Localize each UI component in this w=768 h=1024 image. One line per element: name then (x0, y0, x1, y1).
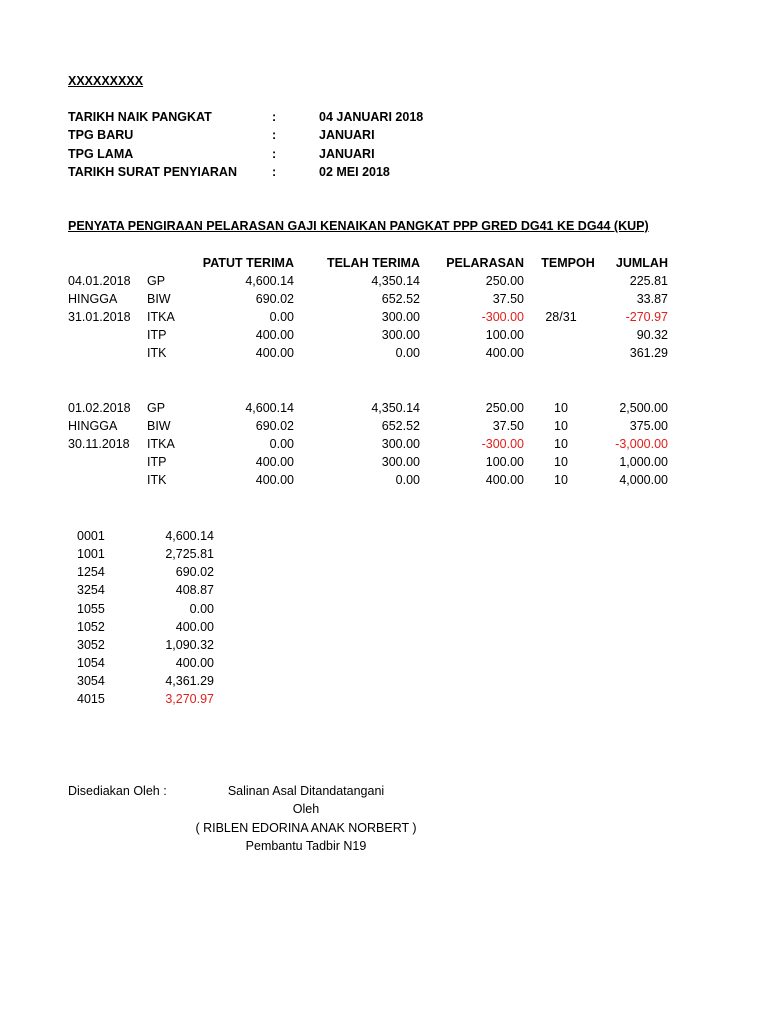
field-separator: : (272, 165, 277, 179)
summary-code: 1054 (77, 656, 105, 670)
row-code: ITK (147, 473, 167, 487)
cell-pelarasan: 100.00 (485, 328, 524, 342)
signatory-position: Pembantu Tadbir N19 (245, 839, 367, 853)
cell-jumlah: 4,000.00 (619, 473, 668, 487)
summary-code: 1055 (77, 602, 105, 616)
cell-jumlah: 1,000.00 (619, 455, 668, 469)
signed-original-note: Salinan Asal Ditandatangani (227, 784, 385, 798)
cell-patut: 400.00 (255, 328, 294, 342)
cell-jumlah: -270.97 (625, 310, 668, 324)
cell-patut: 690.02 (255, 292, 294, 306)
row-code: GP (147, 401, 166, 415)
signed-by-label: Oleh (292, 802, 320, 816)
field-separator: : (272, 128, 277, 142)
row-code: BIW (147, 292, 171, 306)
summary-value: 2,725.81 (165, 547, 214, 561)
summary-code: 3254 (77, 583, 105, 597)
header-patut-terima: PATUT TERIMA (202, 256, 294, 270)
field-separator: : (272, 147, 277, 161)
cell-pelarasan: 250.00 (485, 274, 524, 288)
prepared-by-label: Disediakan Oleh : (68, 784, 167, 798)
summary-code: 3054 (77, 674, 105, 688)
cell-telah: 4,350.14 (371, 274, 420, 288)
signatory-name: ( RIBLEN EDORINA ANAK NORBERT ) (195, 821, 417, 835)
cell-jumlah: 225.81 (629, 274, 668, 288)
period-start: 04.01.2018 (68, 274, 131, 288)
cell-tempoh: 10 (554, 455, 568, 469)
summary-value: 0.00 (189, 602, 214, 616)
cell-patut: 4,600.14 (245, 401, 294, 415)
cell-patut: 400.00 (255, 346, 294, 360)
field-label: TPG BARU (68, 128, 134, 142)
statement-title: PENYATA PENGIRAAN PELARASAN GAJI KENAIKAN PANGKAT PPP GRED DG41 KE DG44 (KUP) (68, 219, 649, 233)
field-label: TARIKH SURAT PENYIARAN (68, 165, 237, 179)
cell-telah: 0.00 (395, 346, 420, 360)
cell-telah: 300.00 (381, 455, 420, 469)
cell-jumlah: 2,500.00 (619, 401, 668, 415)
cell-patut: 0.00 (269, 437, 294, 451)
period-end: 31.01.2018 (68, 310, 131, 324)
row-code: ITKA (147, 310, 175, 324)
period-start: 01.02.2018 (68, 401, 131, 415)
cell-tempoh: 10 (554, 437, 568, 451)
cell-pelarasan: -300.00 (481, 310, 524, 324)
period-hingga: HINGGA (68, 419, 118, 433)
cell-pelarasan: 37.50 (492, 292, 524, 306)
summary-code: 1052 (77, 620, 105, 634)
document-title: XXXXXXXXX (68, 74, 144, 88)
header-pelarasan: PELARASAN (446, 256, 524, 270)
period-end: 30.11.2018 (68, 437, 130, 451)
cell-pelarasan: 100.00 (485, 455, 524, 469)
summary-value: 408.87 (175, 583, 214, 597)
cell-patut: 0.00 (269, 310, 294, 324)
cell-pelarasan: -300.00 (481, 437, 524, 451)
cell-telah: 652.52 (381, 292, 420, 306)
cell-tempoh: 10 (554, 419, 568, 433)
cell-jumlah: 361.29 (629, 346, 668, 360)
cell-jumlah: 90.32 (636, 328, 668, 342)
summary-value: 4,600.14 (165, 529, 214, 543)
period-hingga: HINGGA (68, 292, 118, 306)
row-code: BIW (147, 419, 171, 433)
field-value: JANUARI (319, 128, 375, 142)
field-value: 04 JANUARI 2018 (319, 110, 424, 124)
field-label: TARIKH NAIK PANGKAT (68, 110, 212, 124)
summary-code: 4015 (77, 692, 105, 706)
field-value: JANUARI (319, 147, 375, 161)
summary-value: 400.00 (175, 620, 214, 634)
summary-value: 4,361.29 (165, 674, 214, 688)
cell-tempoh: 10 (554, 473, 568, 487)
summary-value: 3,270.97 (165, 692, 214, 706)
summary-value: 400.00 (175, 656, 214, 670)
cell-patut: 400.00 (255, 473, 294, 487)
cell-patut: 690.02 (255, 419, 294, 433)
field-separator: : (272, 110, 277, 124)
cell-telah: 300.00 (381, 328, 420, 342)
field-label: TPG LAMA (68, 147, 134, 161)
cell-pelarasan: 250.00 (485, 401, 524, 415)
cell-pelarasan: 400.00 (485, 346, 524, 360)
header-telah-terima: TELAH TERIMA (326, 256, 420, 270)
summary-code: 0001 (77, 529, 105, 543)
cell-telah: 300.00 (381, 437, 420, 451)
cell-telah: 4,350.14 (371, 401, 420, 415)
summary-value: 690.02 (175, 565, 214, 579)
cell-telah: 0.00 (395, 473, 420, 487)
header-jumlah: JUMLAH (615, 256, 668, 270)
cell-tempoh: 28/31 (545, 310, 577, 324)
cell-patut: 400.00 (255, 455, 294, 469)
cell-jumlah: 375.00 (629, 419, 668, 433)
summary-code: 1254 (77, 565, 105, 579)
cell-jumlah: 33.87 (636, 292, 668, 306)
row-code: ITP (147, 328, 167, 342)
cell-tempoh: 10 (554, 401, 568, 415)
header-tempoh: TEMPOH (541, 256, 595, 270)
cell-pelarasan: 37.50 (492, 419, 524, 433)
row-code: ITK (147, 346, 167, 360)
row-code: ITKA (147, 437, 175, 451)
summary-code: 1001 (77, 547, 105, 561)
cell-telah: 300.00 (381, 310, 420, 324)
cell-pelarasan: 400.00 (485, 473, 524, 487)
row-code: ITP (147, 455, 167, 469)
row-code: GP (147, 274, 166, 288)
field-value: 02 MEI 2018 (319, 165, 390, 179)
cell-patut: 4,600.14 (245, 274, 294, 288)
summary-value: 1,090.32 (165, 638, 214, 652)
cell-jumlah: -3,000.00 (615, 437, 668, 451)
summary-code: 3052 (77, 638, 105, 652)
cell-telah: 652.52 (381, 419, 420, 433)
